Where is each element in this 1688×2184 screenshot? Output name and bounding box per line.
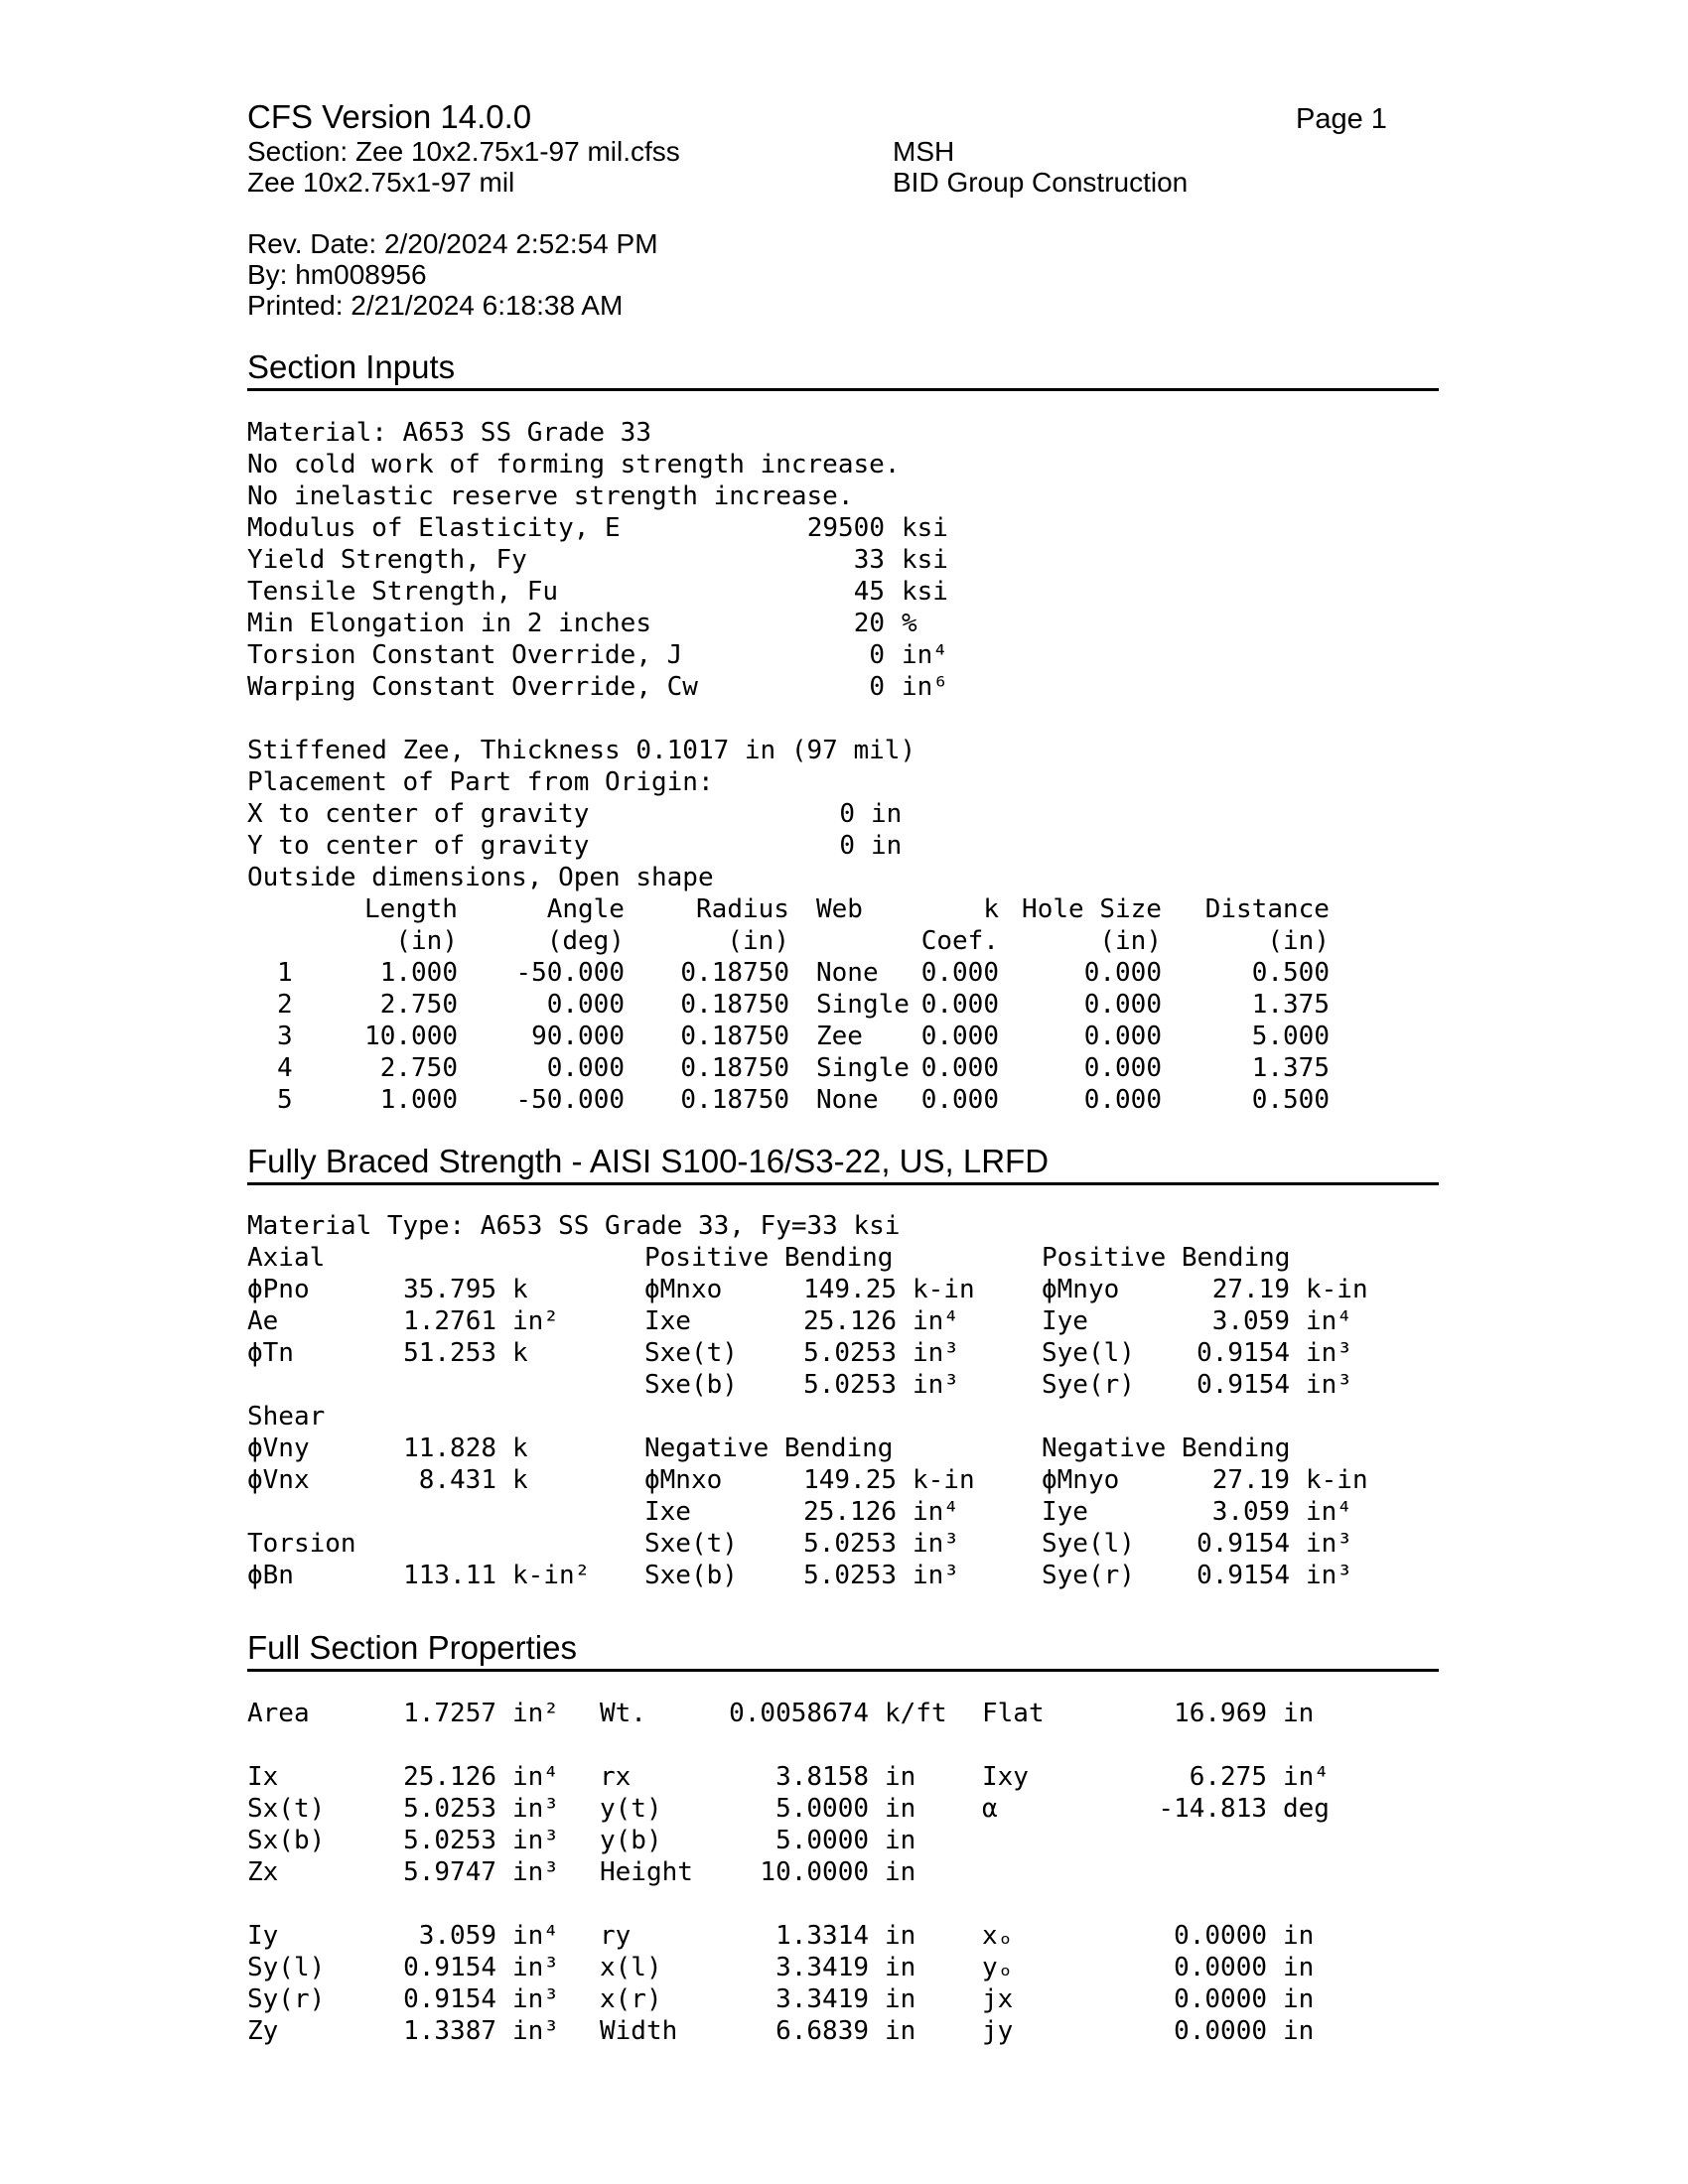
- property-unit: in⁴: [512, 1762, 559, 1792]
- property-label: Yield Strength, Fy: [247, 545, 527, 575]
- property-unit: in³: [512, 1984, 559, 2014]
- property-label: ry: [600, 1921, 632, 1951]
- property-value: 45: [853, 577, 885, 607]
- property-value: 5.0000: [775, 1794, 869, 1824]
- neg-bending-y-value: 27.19: [1211, 1465, 1290, 1495]
- pos-bending-y-value: 27.19: [1211, 1275, 1290, 1304]
- neg-bending-x-unit: in⁴: [913, 1497, 959, 1527]
- property-value: 5.9747: [403, 1857, 496, 1887]
- element-cell: 1.375: [1251, 990, 1330, 1020]
- rev-date: Rev. Date: 2/20/2024 2:52:54 PM: [247, 228, 658, 259]
- property-label: y(t): [600, 1794, 662, 1824]
- element-cell: 0.000: [920, 1022, 999, 1051]
- element-number: 5: [277, 1085, 293, 1115]
- property-label: Height: [600, 1857, 693, 1887]
- pos-bending-x-label: ϕMnxo: [644, 1275, 723, 1304]
- property-unit: in: [885, 1762, 916, 1792]
- neg-bending-x-value: 5.0253: [803, 1529, 897, 1559]
- element-number: 3: [277, 1022, 293, 1051]
- element-cell: None: [816, 1085, 879, 1115]
- neg-bending-y-label: ϕMnyo: [1042, 1465, 1120, 1495]
- element-number: 4: [277, 1053, 293, 1083]
- pos-bending-x-value: 5.0253: [803, 1370, 897, 1400]
- element-table-header: Length: [364, 894, 458, 924]
- placement-item-unit: in: [871, 799, 903, 829]
- element-cell: 1.375: [1251, 1053, 1330, 1083]
- property-label: jx: [982, 1984, 1014, 2014]
- property-unit: in³: [512, 2016, 559, 2046]
- element-cell: 0.000: [1083, 1022, 1162, 1051]
- neg-bending-y-value: 3.059: [1211, 1497, 1290, 1527]
- property-unit: in: [1283, 1984, 1315, 2014]
- torsion-unit: k-in²: [512, 1561, 591, 1590]
- neg-bending-y-title: Negative Bending: [1042, 1433, 1291, 1463]
- property-unit: in⁴: [902, 640, 948, 670]
- property-value: 25.126: [403, 1762, 496, 1792]
- property-unit: in: [885, 1857, 916, 1887]
- property-value: 3.8158: [775, 1762, 869, 1792]
- property-value: 6.6839: [775, 2016, 869, 2046]
- element-table-header: Hole Size: [1022, 894, 1162, 924]
- property-label: y(b): [600, 1826, 662, 1855]
- property-unit: in⁴: [1283, 1762, 1330, 1792]
- property-unit: in³: [512, 1857, 559, 1887]
- axial-unit: in²: [512, 1306, 559, 1336]
- property-value: 20: [853, 609, 885, 638]
- element-cell: Zee: [816, 1022, 863, 1051]
- section-inputs-heading: Section Inputs: [247, 347, 1439, 391]
- property-value: 16.969: [1174, 1699, 1267, 1728]
- property-label: Modulus of Elasticity, E: [247, 513, 621, 543]
- torsion-value: 113.11: [403, 1561, 496, 1590]
- pos-bending-y-label: Iye: [1042, 1306, 1088, 1336]
- element-cell: -50.000: [515, 958, 625, 988]
- element-cell: 10.000: [364, 1022, 458, 1051]
- property-label: yₒ: [982, 1953, 1014, 1982]
- element-cell: 0.000: [546, 1053, 625, 1083]
- axial-unit: k: [512, 1338, 528, 1368]
- pos-bending-y-label: ϕMnyo: [1042, 1275, 1120, 1304]
- property-label: Wt.: [600, 1699, 646, 1728]
- shear-unit: k: [512, 1433, 528, 1463]
- element-table-header: (in): [1099, 926, 1162, 956]
- shear-value: 11.828: [403, 1433, 496, 1463]
- property-value: 0.0000: [1174, 1984, 1267, 2014]
- shear-value: 8.431: [418, 1465, 496, 1495]
- property-label: Tensile Strength, Fu: [247, 577, 559, 607]
- property-unit: %: [902, 609, 917, 638]
- shear-label: ϕVnx: [247, 1465, 310, 1495]
- property-label: Width: [600, 2016, 678, 2046]
- property-unit: in³: [512, 1826, 559, 1855]
- element-cell: 0.000: [1083, 1053, 1162, 1083]
- property-unit: in: [1283, 1699, 1315, 1728]
- pos-bending-x-label: Ixe: [644, 1306, 691, 1336]
- element-table-header: Web: [816, 894, 863, 924]
- property-label: Zy: [247, 2016, 279, 2046]
- element-cell: 0.000: [920, 1085, 999, 1115]
- property-label: Warping Constant Override, Cw: [247, 672, 698, 702]
- property-unit: in⁶: [902, 672, 948, 702]
- property-value: 0: [869, 640, 885, 670]
- material-type-line: Material Type: A653 SS Grade 33, Fy=33 ksi: [247, 1211, 901, 1241]
- neg-bending-y-unit: in⁴: [1306, 1497, 1352, 1527]
- axial-value: 51.253: [403, 1338, 496, 1368]
- property-unit: in: [1283, 1921, 1315, 1951]
- placement-item-value: 0: [839, 831, 855, 861]
- property-value: 3.059: [418, 1921, 496, 1951]
- element-cell: 0.18750: [680, 1085, 789, 1115]
- property-unit: ksi: [902, 545, 948, 575]
- element-cell: 0.000: [920, 958, 999, 988]
- pos-bending-y-label: Sye(l): [1042, 1338, 1135, 1368]
- property-label: Sx(b): [247, 1826, 326, 1855]
- pos-bending-x-unit: k-in: [913, 1275, 975, 1304]
- material-line: Material: A653 SS Grade 33: [247, 418, 651, 448]
- property-value: -14.813: [1158, 1794, 1267, 1824]
- pos-bending-y-unit: in³: [1306, 1338, 1352, 1368]
- axial-value: 35.795: [403, 1275, 496, 1304]
- torsion-title: Torsion: [247, 1529, 356, 1559]
- property-label: Min Elongation in 2 inches: [247, 609, 651, 638]
- element-cell: 1.000: [379, 958, 458, 988]
- element-cell: 0.18750: [680, 1022, 789, 1051]
- element-table-header: (in): [395, 926, 458, 956]
- pos-bending-y-title: Positive Bending: [1042, 1243, 1291, 1273]
- property-value: 1.3387: [403, 2016, 496, 2046]
- neg-bending-y-unit: k-in: [1306, 1465, 1368, 1495]
- element-cell: 90.000: [531, 1022, 625, 1051]
- pos-bending-y-unit: in³: [1306, 1370, 1352, 1400]
- property-unit: ksi: [902, 577, 948, 607]
- property-unit: ksi: [902, 513, 948, 543]
- property-unit: in⁴: [512, 1921, 559, 1951]
- property-label: x(r): [600, 1984, 662, 2014]
- element-cell: 0.000: [920, 990, 999, 1020]
- property-value: 0.0000: [1174, 1953, 1267, 1982]
- property-unit: in³: [512, 1794, 559, 1824]
- section-file: Section: Zee 10x2.75x1-97 mil.cfss: [247, 136, 680, 167]
- property-value: 0: [869, 672, 885, 702]
- property-label: rx: [600, 1762, 632, 1792]
- element-table-header: (in): [727, 926, 789, 956]
- pos-bending-x-title: Positive Bending: [644, 1243, 894, 1273]
- element-cell: 0.000: [1083, 958, 1162, 988]
- property-unit: deg: [1283, 1794, 1330, 1824]
- printed-date: Printed: 2/21/2024 6:18:38 AM: [247, 290, 624, 321]
- property-unit: in: [885, 1921, 916, 1951]
- property-label: Sy(r): [247, 1984, 326, 2014]
- property-unit: in: [1283, 2016, 1315, 2046]
- element-cell: 5.000: [1251, 1022, 1330, 1051]
- property-value: 5.0000: [775, 1826, 869, 1855]
- neg-bending-x-value: 149.25: [803, 1465, 897, 1495]
- property-value: 0.0000: [1174, 2016, 1267, 2046]
- property-unit: in: [885, 2016, 916, 2046]
- property-label: x(l): [600, 1953, 662, 1982]
- property-label: Iy: [247, 1921, 279, 1951]
- pos-bending-y-unit: k-in: [1306, 1275, 1368, 1304]
- pos-bending-x-label: Sxe(b): [644, 1370, 738, 1400]
- pos-bending-y-label: Sye(r): [1042, 1370, 1135, 1400]
- placement-label: Placement of Part from Origin:: [247, 767, 714, 797]
- neg-bending-x-label: Ixe: [644, 1497, 691, 1527]
- property-label: Torsion Constant Override, J: [247, 640, 683, 670]
- element-cell: 1.000: [379, 1085, 458, 1115]
- placement-item-value: 0: [839, 799, 855, 829]
- property-unit: in³: [512, 1953, 559, 1982]
- outside-dimensions-label: Outside dimensions, Open shape: [247, 863, 714, 892]
- author: By: hm008956: [247, 259, 427, 290]
- property-value: 1.3314: [775, 1921, 869, 1951]
- pos-bending-y-unit: in⁴: [1306, 1306, 1352, 1336]
- neg-bending-y-label: Sye(r): [1042, 1561, 1135, 1590]
- axial-label: ϕTn: [247, 1338, 294, 1368]
- property-value: 0.0000: [1174, 1921, 1267, 1951]
- element-number: 1: [277, 958, 293, 988]
- shear-label: ϕVny: [247, 1433, 310, 1463]
- shear-unit: k: [512, 1465, 528, 1495]
- property-label: Area: [247, 1699, 310, 1728]
- property-label: Ix: [247, 1762, 279, 1792]
- pos-bending-y-value: 0.9154: [1196, 1370, 1290, 1400]
- element-table-header: Coef.: [920, 926, 999, 956]
- company-code: MSH: [893, 136, 955, 167]
- torsion-label: ϕBn: [247, 1561, 294, 1590]
- property-value: 3.3419: [775, 1953, 869, 1982]
- element-table-header: Radius: [696, 894, 789, 924]
- placement-item-label: X to center of gravity: [247, 799, 590, 829]
- property-value: 5.0253: [403, 1826, 496, 1855]
- axial-unit: k: [512, 1275, 528, 1304]
- property-unit: in: [885, 1794, 916, 1824]
- axial-label: ϕPno: [247, 1275, 310, 1304]
- pos-bending-x-unit: in⁴: [913, 1306, 959, 1336]
- neg-bending-y-value: 0.9154: [1196, 1529, 1290, 1559]
- axial-title: Axial: [247, 1243, 326, 1273]
- element-cell: 0.18750: [680, 990, 789, 1020]
- property-unit: k/ft: [885, 1699, 947, 1728]
- element-cell: 0.500: [1251, 958, 1330, 988]
- page-number: Page 1: [1296, 103, 1387, 135]
- element-cell: 0.000: [1083, 1085, 1162, 1115]
- element-cell: 0.500: [1251, 1085, 1330, 1115]
- property-label: Sy(l): [247, 1953, 326, 1982]
- element-table-header: (in): [1267, 926, 1330, 956]
- element-table-header: Angle: [546, 894, 625, 924]
- neg-bending-x-label: ϕMnxo: [644, 1465, 723, 1495]
- element-cell: None: [816, 958, 879, 988]
- element-cell: Single: [816, 1053, 910, 1083]
- neg-bending-x-value: 25.126: [803, 1497, 897, 1527]
- property-value: 3.3419: [775, 1984, 869, 2014]
- pos-bending-x-unit: in³: [913, 1338, 959, 1368]
- property-label: xₒ: [982, 1921, 1014, 1951]
- pos-bending-x-label: Sxe(t): [644, 1338, 738, 1368]
- property-value: 0.0058674: [729, 1699, 869, 1728]
- pos-bending-y-value: 3.059: [1211, 1306, 1290, 1336]
- property-unit: in²: [512, 1699, 559, 1728]
- material-line: No cold work of forming strength increase.: [247, 450, 901, 479]
- pos-bending-x-value: 5.0253: [803, 1338, 897, 1368]
- neg-bending-x-unit: in³: [913, 1561, 959, 1590]
- neg-bending-x-unit: in³: [913, 1529, 959, 1559]
- shape-description: Stiffened Zee, Thickness 0.1017 in (97 mil): [247, 736, 916, 765]
- property-unit: in: [885, 1953, 916, 1982]
- property-value: 29500: [806, 513, 885, 543]
- element-cell: 0.18750: [680, 1053, 789, 1083]
- property-value: 33: [853, 545, 885, 575]
- axial-label: Ae: [247, 1306, 279, 1336]
- report-header: [247, 97, 1439, 326]
- section-name: Zee 10x2.75x1-97 mil: [247, 167, 515, 198]
- property-unit: in: [1283, 1953, 1315, 1982]
- property-unit: in: [885, 1826, 916, 1855]
- property-unit: in: [885, 1984, 916, 2014]
- element-cell: 0.18750: [680, 958, 789, 988]
- property-label: Ixy: [982, 1762, 1029, 1792]
- element-cell: 0.000: [920, 1053, 999, 1083]
- neg-bending-x-label: Sxe(b): [644, 1561, 738, 1590]
- app-version-title: CFS Version 14.0.0: [247, 98, 532, 135]
- shear-title: Shear: [247, 1402, 326, 1432]
- pos-bending-x-unit: in³: [913, 1370, 959, 1400]
- pos-bending-x-value: 25.126: [803, 1306, 897, 1336]
- property-value: 1.7257: [403, 1699, 496, 1728]
- element-cell: 0.000: [546, 990, 625, 1020]
- pos-bending-x-value: 149.25: [803, 1275, 897, 1304]
- placement-item-label: Y to center of gravity: [247, 831, 590, 861]
- neg-bending-y-label: Sye(l): [1042, 1529, 1135, 1559]
- property-value: 5.0253: [403, 1794, 496, 1824]
- property-label: Sx(t): [247, 1794, 326, 1824]
- company-name: BID Group Construction: [893, 167, 1189, 198]
- element-cell: -50.000: [515, 1085, 625, 1115]
- property-value: 10.0000: [760, 1857, 869, 1887]
- property-value: 0.9154: [403, 1953, 496, 1982]
- element-cell: 2.750: [379, 990, 458, 1020]
- axial-value: 1.2761: [403, 1306, 496, 1336]
- placement-item-unit: in: [871, 831, 903, 861]
- element-cell: 0.000: [1083, 990, 1162, 1020]
- element-table-header: Distance: [1204, 894, 1330, 924]
- full-section-heading: Full Section Properties: [247, 1628, 1439, 1672]
- element-table-header: k: [983, 894, 999, 924]
- neg-bending-y-unit: in³: [1306, 1529, 1352, 1559]
- neg-bending-x-unit: k-in: [913, 1465, 975, 1495]
- neg-bending-y-label: Iye: [1042, 1497, 1088, 1527]
- property-value: 6.275: [1189, 1762, 1267, 1792]
- neg-bending-x-title: Negative Bending: [644, 1433, 894, 1463]
- neg-bending-y-value: 0.9154: [1196, 1561, 1290, 1590]
- material-line: No inelastic reserve strength increase.: [247, 481, 854, 511]
- element-table-header: (deg): [546, 926, 625, 956]
- neg-bending-x-label: Sxe(t): [644, 1529, 738, 1559]
- element-number: 2: [277, 990, 293, 1020]
- property-label: Flat: [982, 1699, 1045, 1728]
- pos-bending-y-value: 0.9154: [1196, 1338, 1290, 1368]
- element-cell: Single: [816, 990, 910, 1020]
- neg-bending-y-unit: in³: [1306, 1561, 1352, 1590]
- neg-bending-x-value: 5.0253: [803, 1561, 897, 1590]
- property-label: α: [982, 1794, 998, 1824]
- property-label: Zx: [247, 1857, 279, 1887]
- fully-braced-heading: Fully Braced Strength - AISI S100-16/S3-22, US, LRFD: [247, 1142, 1439, 1185]
- property-label: jy: [982, 2016, 1014, 2046]
- property-value: 0.9154: [403, 1984, 496, 2014]
- element-cell: 2.750: [379, 1053, 458, 1083]
